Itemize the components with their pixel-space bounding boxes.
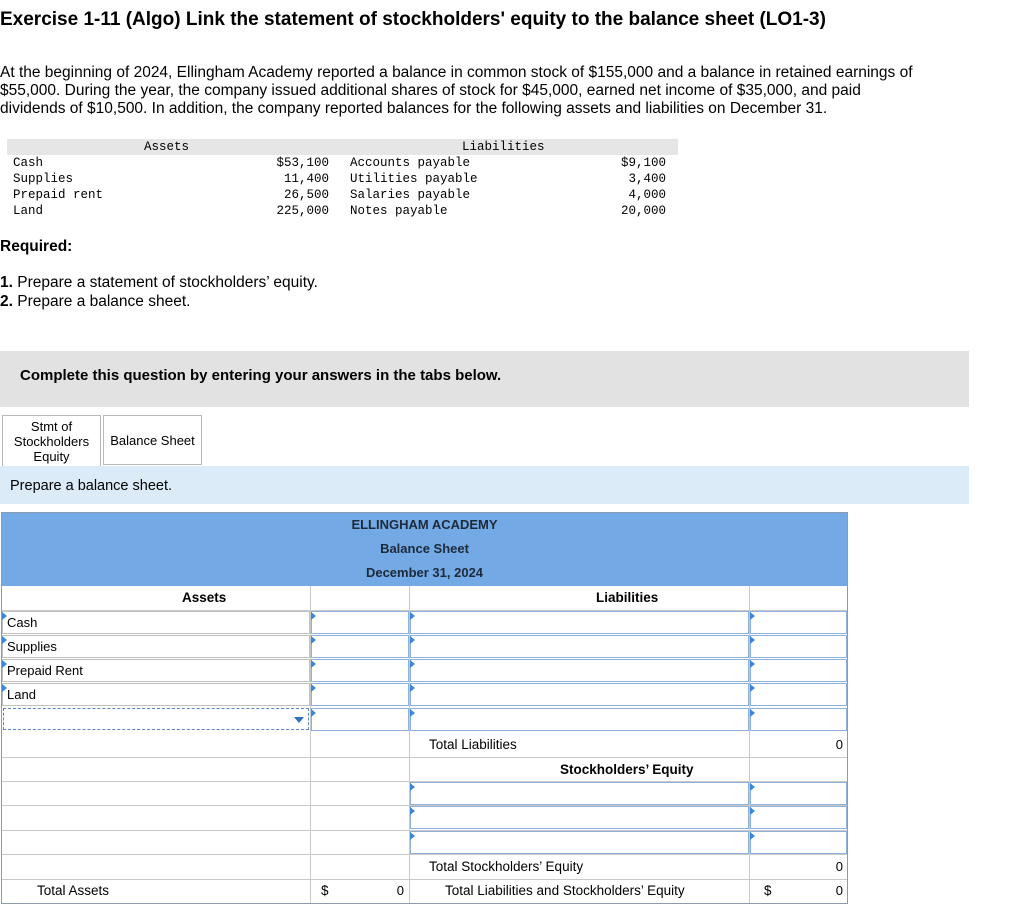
asset-extra-amount-input[interactable] (311, 708, 409, 731)
given-liability-name: Notes payable (350, 204, 448, 218)
statement-name: Balance Sheet (380, 541, 469, 556)
input-flag-icon (750, 807, 755, 815)
input-flag-icon (410, 783, 415, 791)
given-liability-amount: 3,400 (628, 172, 666, 186)
land-amount-input[interactable] (311, 683, 409, 706)
banner-text: Complete this question by entering your answers in the tabs below. (20, 367, 502, 384)
prepaid-rent-amount-input[interactable] (311, 659, 409, 682)
equity-amount-input[interactable] (750, 831, 847, 854)
input-flag-icon (311, 709, 316, 717)
input-flag-icon (410, 612, 415, 620)
given-row (7, 171, 678, 187)
input-flag-icon (410, 684, 415, 692)
tab-label-line: Equity (33, 448, 70, 464)
total-liabilities-equity-label: Total Liabilities and Stockholders’ Equity (445, 883, 685, 898)
tab-label-line: Stmt of (30, 418, 73, 434)
input-flag-icon (410, 832, 415, 840)
input-flag-icon (2, 612, 7, 620)
given-liability-amount: 4,000 (628, 188, 666, 202)
required-item-text: Prepare a balance sheet. (12, 293, 191, 310)
given-liability-name: Salaries payable (350, 188, 471, 202)
instructions-banner (0, 351, 969, 407)
given-liabilities-header: Liabilities (462, 140, 545, 154)
total-assets-currency: $ (321, 883, 329, 898)
input-flag-icon (410, 660, 415, 668)
liability-account-input[interactable] (410, 708, 749, 731)
input-flag-icon (750, 709, 755, 717)
input-flag-icon (2, 660, 7, 668)
tab-balance-sheet[interactable] (103, 415, 202, 465)
input-flag-icon (750, 612, 755, 620)
given-liability-name: Accounts payable (350, 156, 471, 170)
given-table-header (7, 139, 678, 155)
total-assets-label: Total Assets (37, 883, 110, 898)
company-name: ELLINGHAM ACADEMY (351, 517, 498, 532)
given-asset-amount: 26,500 (283, 188, 329, 202)
given-liability-name: Utilities payable (350, 172, 478, 186)
asset-label-prepaid-rent[interactable]: Prepaid Rent (2, 659, 310, 682)
input-flag-icon (311, 660, 316, 668)
equity-amount-input[interactable] (750, 806, 847, 829)
given-asset-amount: 11,400 (283, 172, 329, 186)
required-list (0, 273, 318, 311)
given-asset-name: Cash (13, 156, 44, 170)
equity-amount-input[interactable] (750, 782, 847, 805)
intro-line-3: dividends of $10,500. In addition, the company reported balances for the following assets and liabilities on December 31. (0, 100, 828, 117)
total-assets-value: 0 (396, 883, 404, 898)
given-row (7, 155, 678, 171)
statement-date: December 31, 2024 (365, 565, 484, 580)
given-asset-amount: 225,000 (276, 204, 329, 218)
input-flag-icon (750, 660, 755, 668)
input-flag-icon (410, 709, 415, 717)
total-equity-label: Total Stockholders’ Equity (429, 859, 584, 874)
asset-label-land[interactable]: Land (2, 683, 310, 706)
liability-amount-input[interactable] (750, 659, 847, 682)
tab-instruction-bar (0, 466, 969, 504)
input-flag-icon (311, 636, 316, 644)
required-item (0, 273, 318, 292)
liability-amount-input[interactable] (750, 611, 847, 634)
liability-account-input[interactable] (410, 659, 749, 682)
input-flag-icon (311, 684, 316, 692)
input-flag-icon (410, 807, 415, 815)
tab-label-line: Stockholders (13, 433, 90, 449)
input-flag-icon (750, 832, 755, 840)
total-equity-value: 0 (835, 859, 843, 874)
given-row (7, 203, 678, 219)
chevron-down-icon (294, 717, 304, 723)
input-flag-icon (2, 684, 7, 692)
liability-account-input[interactable] (410, 635, 749, 658)
total-liabilities-label: Total Liabilities (429, 737, 517, 752)
intro-line-2: $55,000. During the year, the company issued additional shares of stock for $45,000, earned net income of $35,000, and paid (0, 82, 861, 99)
given-liability-amount: 20,000 (620, 204, 666, 218)
row-divider (2, 757, 847, 758)
given-asset-name: Land (13, 204, 44, 218)
equity-account-input[interactable] (410, 782, 749, 805)
input-flag-icon (750, 684, 755, 692)
asset-account-dropdown[interactable] (3, 708, 309, 730)
row-divider (2, 879, 847, 880)
given-row (7, 187, 678, 203)
input-flag-icon (750, 783, 755, 791)
given-asset-name: Prepaid rent (13, 188, 104, 202)
required-item-number: 2. (0, 293, 13, 310)
balance-sheet-form (1, 512, 848, 904)
required-item-number: 1. (0, 274, 13, 291)
required-item-text: Prepare a statement of stockholders’ equity. (12, 274, 318, 291)
problem-intro (0, 64, 1000, 118)
row-divider (2, 854, 847, 855)
stockholders-equity-header: Stockholders’ Equity (560, 762, 694, 777)
given-assets-header: Assets (144, 140, 190, 154)
given-asset-name: Supplies (13, 172, 74, 186)
liability-amount-input[interactable] (750, 708, 847, 731)
total-liabilities-equity-value: 0 (835, 883, 843, 898)
total-liabilities-value: 0 (835, 737, 843, 752)
asset-label-supplies[interactable]: Supplies (2, 635, 310, 658)
asset-label-cash[interactable]: Cash (2, 611, 310, 634)
tab-stmt-of-stockholders-equity[interactable] (2, 415, 101, 466)
supplies-amount-input[interactable] (311, 635, 409, 658)
equity-account-input[interactable] (410, 806, 749, 829)
liability-account-input[interactable] (410, 611, 749, 634)
assets-header: Assets (182, 590, 227, 605)
equity-account-input[interactable] (410, 831, 749, 854)
balance-sheet-header (2, 513, 847, 586)
tab-label: Balance Sheet (110, 432, 195, 448)
input-flag-icon (410, 636, 415, 644)
exercise-title: Exercise 1-11 (Algo) Link the statement of stockholders' equity to the balance sheet (LO1-3) (0, 9, 826, 30)
intro-line-1: At the beginning of 2024, Ellingham Academy reported a balance in common stock of $155,000 and a balance in retained earnings of (0, 64, 913, 81)
liability-amount-input[interactable] (750, 635, 847, 658)
tab-label (14, 419, 89, 464)
given-asset-amount: $53,100 (276, 156, 329, 170)
tab-instruction-text: Prepare a balance sheet. (10, 478, 173, 494)
input-flag-icon (311, 612, 316, 620)
given-balances-table (7, 139, 678, 219)
required-heading: Required: (0, 238, 73, 255)
cash-amount-input[interactable] (311, 611, 409, 634)
liability-amount-input[interactable] (750, 683, 847, 706)
liability-account-input[interactable] (410, 683, 749, 706)
liabilities-header: Liabilities (596, 590, 659, 605)
given-liability-amount: $9,100 (620, 156, 666, 170)
input-flag-icon (2, 636, 7, 644)
total-liabilities-equity-currency: $ (764, 883, 772, 898)
required-item (0, 292, 318, 311)
input-flag-icon (750, 636, 755, 644)
